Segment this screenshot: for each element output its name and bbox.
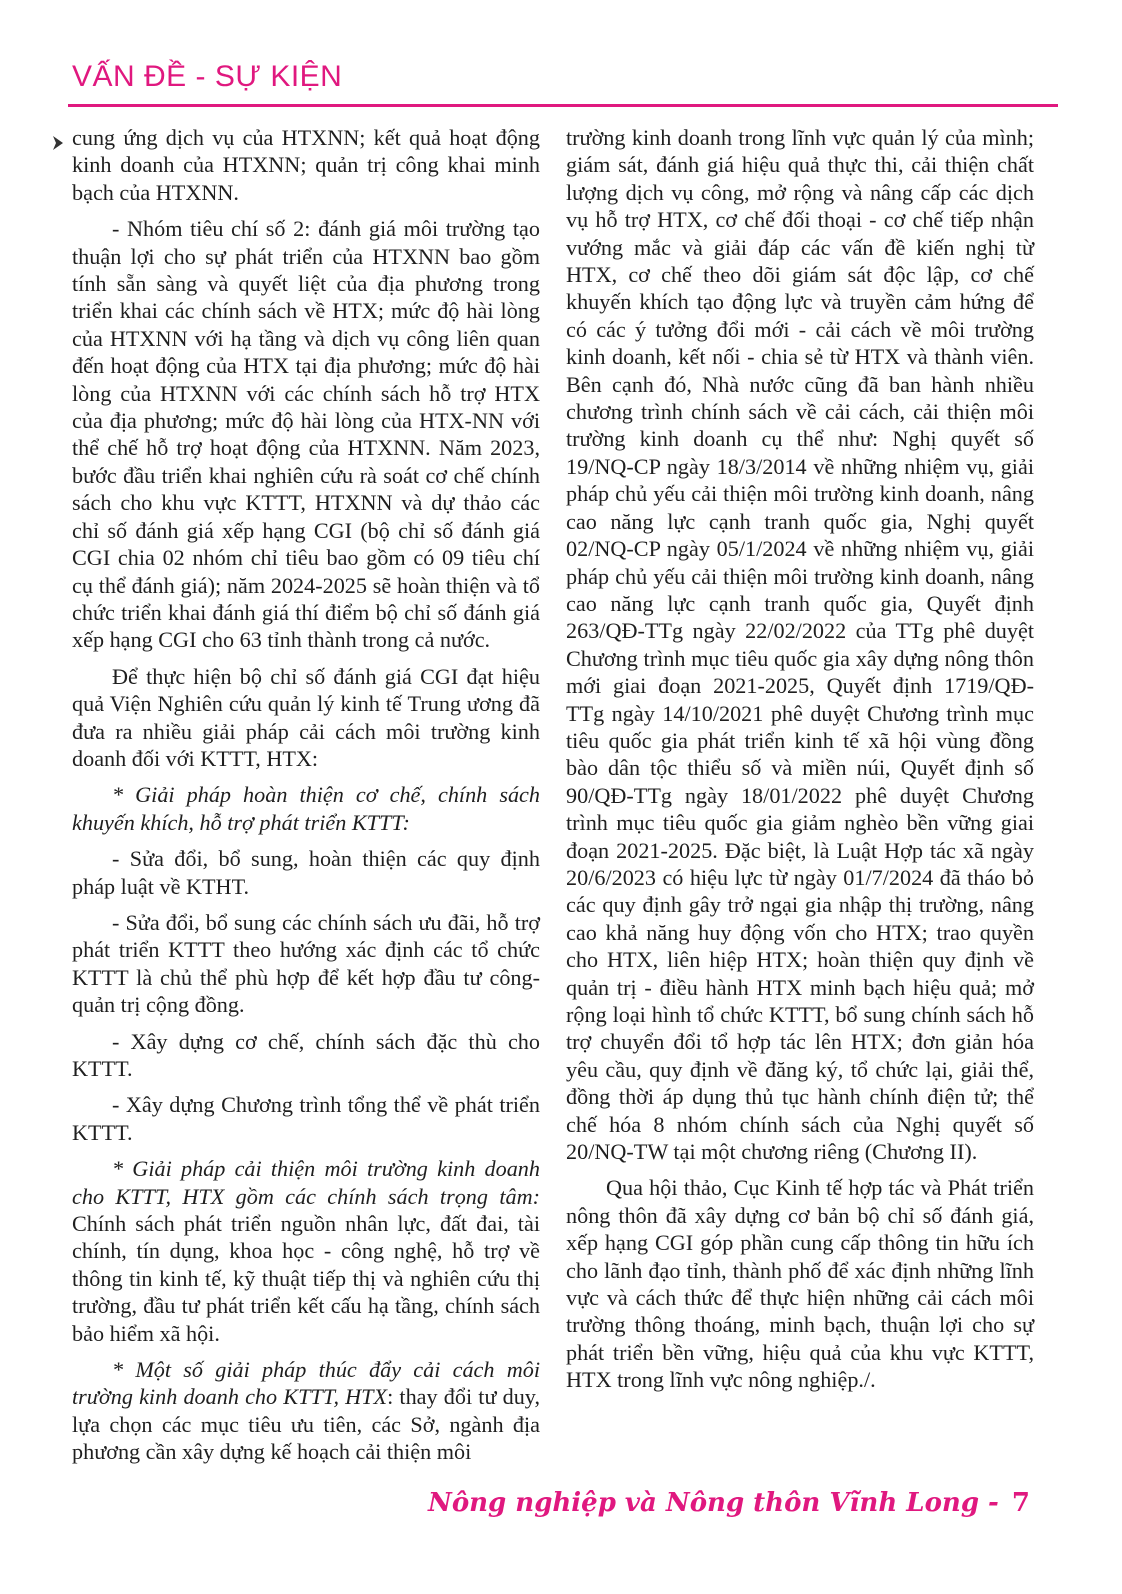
paragraph: - Sửa đổi, bổ sung các chính sách ưu đãi, hỗ trợ phát triển KTTT theo hướng xác định các tổ chức KTTT là chủ thể phù hợp để kết hợp đầu tư công- quản trị cộng đồng. [72, 909, 540, 1018]
paragraph: Để thực hiện bộ chỉ số đánh giá CGI đạt hiệu quả Viện Nghiên cứu quản lý kinh tế Trung ương đã đưa ra nhiều giải pháp cải cách môi trường kinh doanh đối với KTTT, HTX: [72, 663, 540, 771]
paragraph: - Xây dựng cơ chế, chính sách đặc thù cho KTTT. [72, 1028, 540, 1081]
arrow-bullet-icon [52, 134, 64, 152]
left-column [72, 124, 540, 1475]
paragraph [72, 1356, 540, 1466]
paragraph: - Xây dựng Chương trình tổng thể về phát triển KTTT. [72, 1092, 540, 1145]
paragraph: - Sửa đổi, bổ sung, hoàn thiện các quy định pháp luật về KTHT. [72, 846, 540, 899]
paragraph-lead-italic: * Giải pháp cải thiện môi trường kinh doanh cho KTTT, HTX gồm các chính sách trọng tâm: [72, 1156, 540, 1209]
paragraph: trường kinh doanh trong lĩnh vực quản lý của mình; giám sát, đánh giá hiệu quả thực thi, cải thiện chất lượng dịch vụ công, mở rộng và nâng cấp các dịch vụ hỗ trợ HTX, cơ chế đối thoại - cơ chế tiếp nhận vướng mắc và giải đáp các vấn đề kiến nghị từ HTX, cơ chế theo dõi giám sát độc lập, cơ chế khuyến khích tạo động lực và truyền cảm hứng để có các ý tưởng đổi mới - cải cách về môi trường kinh doanh, kết nối - chia sẻ từ HTX và thành viên. Bên cạnh đó, Nhà nước cũng đã ban hành nhiều chương trình chính sách về cải cách, cải thiện môi trường kinh doanh cụ thể như: Nghị quyết số 19/NQ-CP ngày 18/3/2014 về những nhiệm vụ, giải pháp chủ yếu cải thiện môi trường kinh doanh, nâng cao năng lực cạnh tranh quốc gia, Nghị quyết 02/NQ-CP ngày 05/1/2024 về những nhiệm vụ, giải pháp chủ yếu cải thiện môi trường kinh doanh, nâng cao năng lực cạnh tranh quốc gia, Quyết định 263/QĐ-TTg ngày 22/02/2022 của TTg phê duyệt Chương trình mục tiêu quốc gia xây dựng nông thôn mới giai đoạn 2021-2025, Quyết định 1719/QĐ-TTg ngày 14/10/2021 phê duyệt Chương trình mục tiêu quốc gia phát triển kinh tế xã hội vùng đồng bào dân tộc thiểu số và miền núi, Quyết định số 90/QĐ-TTg ngày 18/01/2022 phê duyệt Chương trình mục tiêu quốc gia giảm nghèo bền vững giai đoạn 2021-2025. Đặc biệt, là Luật Hợp tác xã ngày 20/6/2023 có hiệu lực từ ngày 01/7/2024 đã tháo bỏ các quy định gây trở ngại gia nhập thị trường, nâng cao khả năng huy động vốn cho HTX; trao quyền cho HTX, liên hiệp HTX; hoàn thiện quy định về quản trị - điều hành HTX minh bạch hiệu quả; mở rộng loại hình tổ chức KTTT, bổ sung chính sách hỗ trợ chuyển đổi tổ hợp tác lên HTX; đơn giản hóa yêu cầu, quy định về đăng ký, tổ chức lại, giải thể, đồng thời áp dụng thủ tục hành chính điện tử; thể chế hóa 8 nhóm chính sách của Nghị quyết số 20/NQ-TW tại một chương riêng (Chương II). [566, 125, 1034, 1165]
footer-separator: - [979, 1488, 1008, 1518]
page-number: 7 [1011, 1488, 1030, 1518]
header-divider [68, 104, 1058, 107]
paragraph: cung ứng dịch vụ của HTXNN; kết quả hoạt động kinh doanh của HTXNN; quản trị công khai minh bạch của HTXNN. [72, 125, 540, 205]
paragraph-body: : thay đổi tư duy, lựa chọn các mục tiêu ưu tiên, các Sở, ngành địa phương cần xây dựng kế hoạch cải thiện môi [72, 1384, 541, 1465]
paragraph: - Nhóm tiêu chí số 2: đánh giá môi trường tạo thuận lợi cho sự phát triển của HTXNN bao gồm tính sẵn sàng và quyết liệt của địa phương trong triển khai các chính sách về HTX; mức độ hài lòng của HTXNN với hạ tầng và dịch vụ công liên quan đến hoạt động của HTX tại địa phương; mức độ hài lòng của HTXNN với các chính sách hỗ trợ HTX của địa phương; mức độ hài lòng của HTX-NN với thể chế hỗ trợ hoạt động của HTXNN. Năm 2023, bước đầu triển khai nghiên cứu rà soát cơ chế chính sách cho khu vực KTTT, HTXNN và dự thảo các chỉ số đánh giá xếp hạng CGI (bộ chỉ số đánh giá CGI chia 02 nhóm chỉ tiêu bao gồm có 09 tiêu chí cụ thể đánh giá); năm 2024-2025 sẽ hoàn thiện và tổ chức triển khai đánh giá thí điểm bộ chỉ số đánh giá xếp hạng CGI cho 63 tỉnh thành trong cả nước. [72, 216, 540, 653]
paragraph [72, 1155, 540, 1347]
publication-name: Nông nghiệp và Nông thôn Vĩnh Long [428, 1488, 979, 1518]
paragraph-italic: * Giải pháp hoàn thiện cơ chế, chính sách khuyến khích, hỗ trợ phát triển KTTT: [72, 782, 540, 835]
section-title: VẤN ĐỀ - SỰ KIỆN [72, 60, 343, 93]
paragraph: Qua hội thảo, Cục Kinh tế hợp tác và Phát triển nông thôn đã xây dựng cơ bản bộ chỉ số đánh giá, xếp hạng CGI góp phần cung cấp thông tin hữu ích cho lãnh đạo tỉnh, thành phố để xác định những lĩnh vực và cách thức để thực hiện những cải cách môi trường thông thoáng, minh bạch, thuận lợi cho sự phát triển bền vững, hiệu quả của khu vực KTTT, HTX trong lĩnh vực nông nghiệp./. [566, 1175, 1034, 1393]
paragraph-lead-italic: * Một số giải pháp thúc đẩy cải cách môi trường kinh doanh cho KTTT, HTX [72, 1357, 540, 1410]
right-column [566, 124, 1034, 1403]
page-footer [428, 1488, 1030, 1518]
paragraph-body: Chính sách phát triển nguồn nhân lực, đất đai, tài chính, tín dụng, khoa học - công nghệ, hỗ trợ về thông tin kinh tế, kỹ thuật tiếp thị và nghiên cứu thị trường, đầu tư phát triển kết cấu hạ tầng, chính sách bảo hiểm xã hội. [72, 1211, 540, 1346]
